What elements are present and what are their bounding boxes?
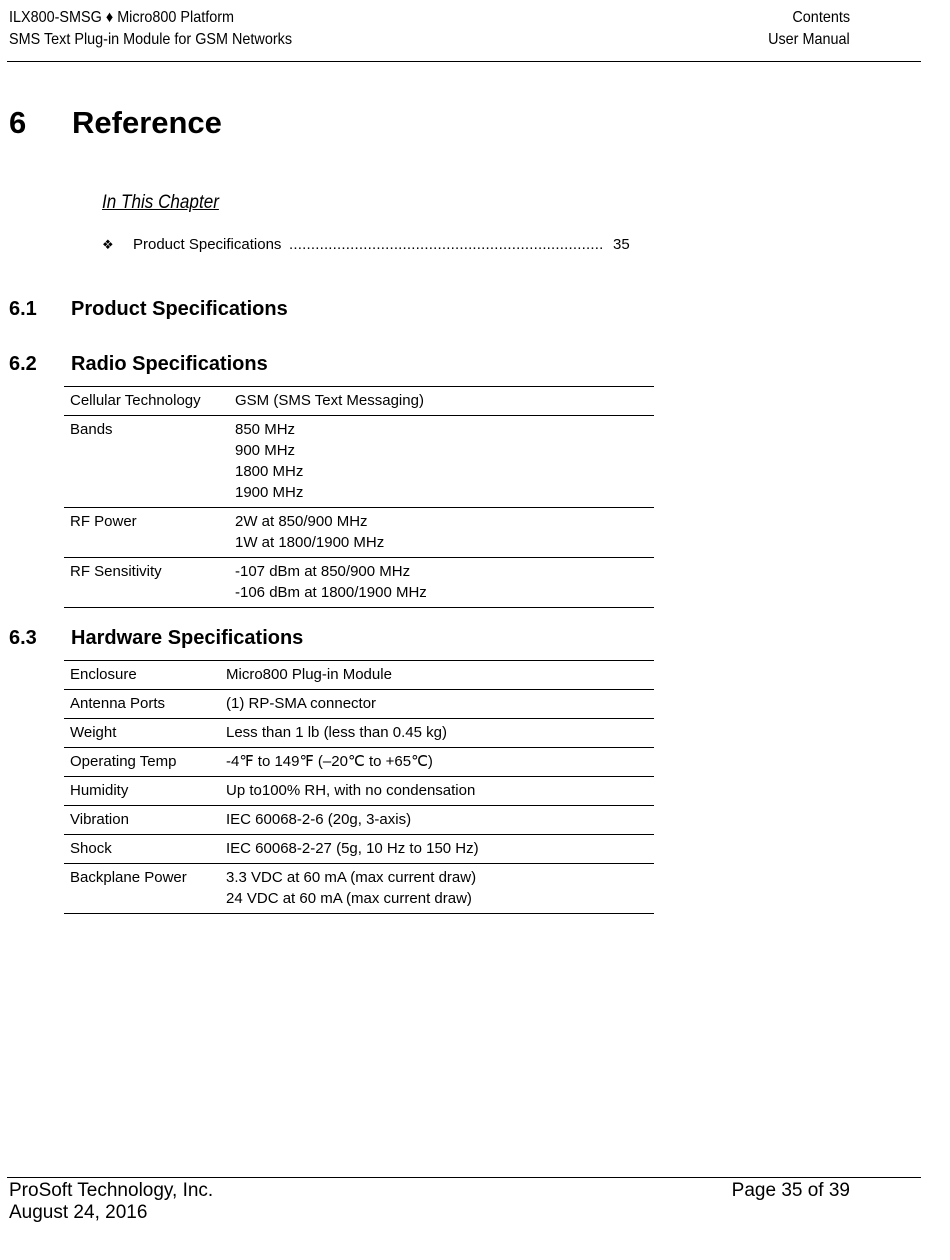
table-row [64, 416, 654, 508]
chapter-title: Reference [72, 105, 222, 140]
spec-value: IEC 60068-2-6 (20g, 3-axis) [220, 806, 654, 835]
table-row [64, 864, 654, 914]
footer-page-number: Page 35 of 39 [731, 1180, 850, 1201]
spec-value: 2W at 850/900 MHz 1W at 1800/1900 MHz [229, 508, 654, 558]
spec-label: Shock [64, 835, 220, 864]
header-product-subtitle: SMS Text Plug-in Module for GSM Networks [9, 31, 293, 48]
footer-divider [7, 1177, 921, 1178]
toc-leader-dots: ........................................................................ [289, 236, 604, 253]
table-row [64, 558, 654, 608]
hardware-specifications-table [64, 660, 654, 914]
table-row [64, 777, 654, 806]
spec-value: Up to100% RH, with no condensation [220, 777, 654, 806]
table-row [64, 661, 654, 690]
spec-value: Micro800 Plug-in Module [220, 661, 654, 690]
table-row [64, 806, 654, 835]
section-number: 6.2 [9, 353, 37, 375]
toc-item-label: Product Specifications [133, 236, 282, 253]
section-title: Hardware Specifications [71, 627, 304, 649]
spec-label: Cellular Technology [64, 387, 229, 416]
spec-label: RF Power [64, 508, 229, 558]
toc-page-number: 35 [613, 236, 630, 253]
footer-date: August 24, 2016 [9, 1202, 148, 1223]
in-this-chapter-heading: In This Chapter [102, 192, 219, 213]
spec-label: Antenna Ports [64, 690, 220, 719]
section-number: 6.3 [9, 627, 37, 649]
table-row [64, 835, 654, 864]
spec-label: Enclosure [64, 661, 220, 690]
spec-value: -4℉ to 149℉ (–20℃ to +65℃) [220, 748, 654, 777]
header-manual-label: User Manual [768, 31, 850, 48]
header-divider [7, 61, 921, 62]
spec-value: Less than 1 lb (less than 0.45 kg) [220, 719, 654, 748]
table-row [64, 719, 654, 748]
spec-label: Backplane Power [64, 864, 220, 914]
spec-value: 3.3 VDC at 60 mA (max current draw) 24 VDC at 60 mA (max current draw) [220, 864, 654, 914]
spec-label: Weight [64, 719, 220, 748]
spec-value: 850 MHz 900 MHz 1800 MHz 1900 MHz [229, 416, 654, 508]
section-title: Product Specifications [71, 298, 288, 320]
diamond-bullet-icon: ❖ [102, 237, 114, 252]
spec-label: Operating Temp [64, 748, 220, 777]
spec-label: Vibration [64, 806, 220, 835]
table-row [64, 508, 654, 558]
page-header [0, 0, 950, 64]
spec-value: (1) RP-SMA connector [220, 690, 654, 719]
section-number: 6.1 [9, 298, 37, 320]
header-contents-label: Contents [792, 9, 850, 26]
section-title: Radio Specifications [71, 353, 268, 375]
table-row [64, 690, 654, 719]
header-product-title: ILX800-SMSG ♦ Micro800 Platform [9, 9, 235, 26]
spec-value: GSM (SMS Text Messaging) [229, 387, 654, 416]
chapter-number: 6 [9, 105, 27, 140]
spec-label: RF Sensitivity [64, 558, 229, 608]
table-row [64, 387, 654, 416]
spec-label: Bands [64, 416, 229, 508]
table-row [64, 748, 654, 777]
spec-label: Humidity [64, 777, 220, 806]
radio-specifications-table [64, 386, 654, 608]
footer-company: ProSoft Technology, Inc. [9, 1180, 214, 1201]
spec-value: IEC 60068-2-27 (5g, 10 Hz to 150 Hz) [220, 835, 654, 864]
spec-value: -107 dBm at 850/900 MHz -106 dBm at 1800/1900 MHz [229, 558, 654, 608]
